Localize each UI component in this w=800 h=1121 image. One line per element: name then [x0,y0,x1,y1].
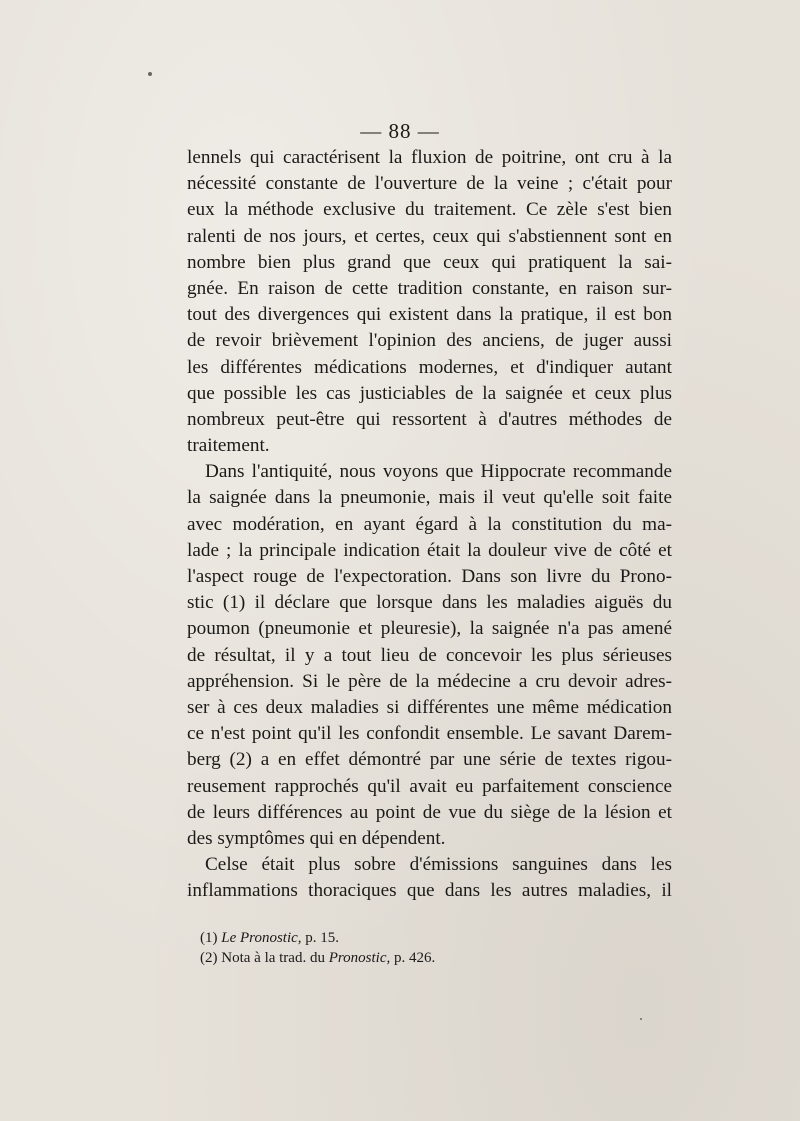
text-line: les différentes médications modernes, et d'indiquer autant [187,356,672,378]
text-line: avec modération, en ayant égard à la constitution du ma- [187,513,672,535]
footnote-2 [200,948,660,968]
text-line: lennels qui caractérisent la fluxion de poitrine, ont cru à la [187,147,672,168]
text-line: nécessité constante de l'ouverture de la veine ; c'était pour [187,173,672,195]
text-line: nombreux peut-être qui ressortent à d'autres méthodes de [187,408,672,430]
footnote-marker: (1) [200,930,218,946]
footnote-title: Pronostic, [328,950,391,966]
text-line: poumon (pneumonie et pleuresie), la saignée n'a pas amené [187,618,672,640]
text-line: ser à ces deux maladies si différentes une même médication [187,696,672,718]
text-line: ce n'est point qu'il les confondit ensemble. Le savant Darem- [187,723,672,745]
footnote-page: p. 15. [305,930,340,946]
text-line: stic (1) il déclare que lorsque dans les maladies aiguës du [187,592,672,614]
page-number: — 88 — [360,119,440,143]
footnote-page: p. 426. [394,950,436,966]
footnote-marker: (2) [200,950,218,966]
text-line: l'aspect rouge de l'expectoration. Dans son livre du Prono- [187,566,672,587]
footnote-prefix: Nota à la trad. du [221,950,325,966]
text-line: reusement rapprochés qu'il avait eu parfaitement conscience [187,775,672,797]
text-line: inflammations thoraciques que dans les autres maladies, il [187,880,672,902]
text-line: lade ; la principale indication était la douleur vive de côté et [187,539,672,561]
text-line: Celse était plus sobre d'émissions sanguines dans les [205,854,672,876]
text-line: ralenti de nos jours, et certes, ceux qui s'abstiennent sont en [187,225,672,247]
footnote-title: Le Pronostic, [221,930,302,946]
text-line: des symptômes qui en dépendent. [187,827,446,849]
text-line: nombre bien plus grand que ceux qui pratiquent la sai- [187,251,672,273]
body-text [187,145,672,904]
ink-speck [640,1018,642,1020]
text-line: berg (2) a en effet démontré par une série de textes rigou- [187,749,672,771]
footnote-1 [200,928,660,948]
text-line: appréhension. Si le père de la médecine a cru devoir adres- [187,670,672,692]
text-line: Dans l'antiquité, nous voyons que Hippocrate recommande [205,461,672,483]
text-line: de résultat, il y a tout lieu de concevoir les plus sérieuses [187,644,672,666]
text-line: la saignée dans la pneumonie, mais il veut qu'elle soit faite [187,487,672,509]
ink-speck [148,72,152,76]
footnotes [200,928,660,968]
text-line: tout des divergences qui existent dans la pratique, il est bon [187,304,672,326]
text-line: de revoir brièvement l'opinion des anciens, de juger aussi [187,330,672,352]
text-line: traitement. [187,435,270,457]
text-line: que possible les cas justiciables de la saignée et ceux plus [187,382,672,404]
text-line: eux la méthode exclusive du traitement. Ce zèle s'est bien [187,199,672,221]
text-line: gnée. En raison de cette tradition constante, en raison sur- [187,277,672,299]
text-line: de leurs différences au point de vue du siège de la lésion et [187,801,672,823]
